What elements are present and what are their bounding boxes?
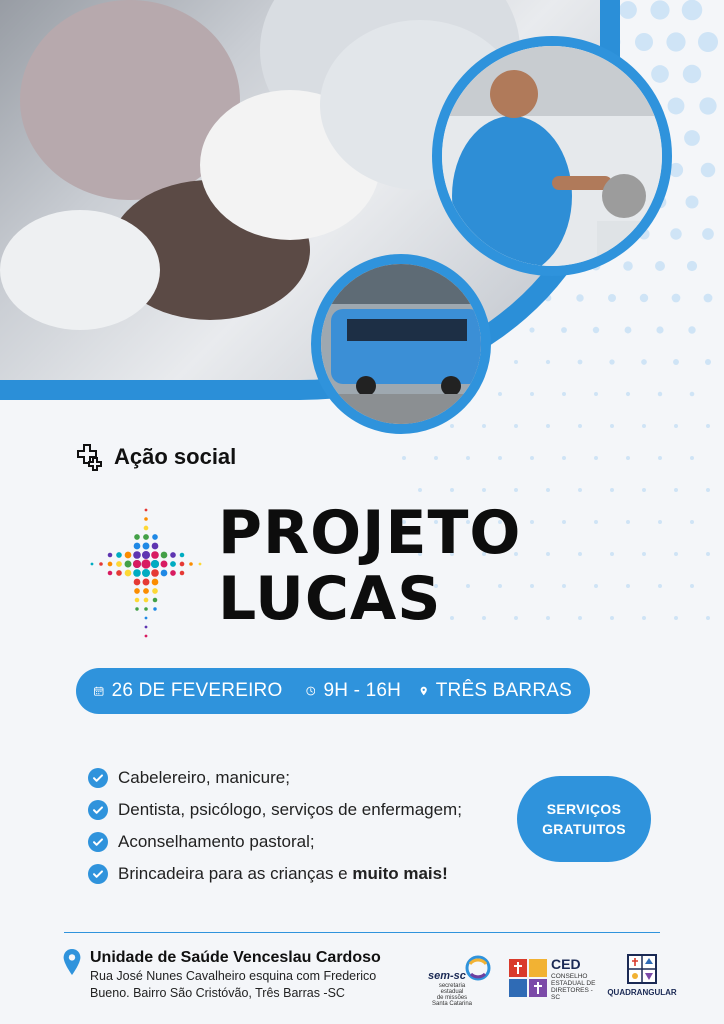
decor-dot: [672, 294, 681, 303]
cross-dot: [153, 607, 156, 610]
cross-dot: [133, 560, 141, 568]
decor-dot: [609, 359, 614, 364]
badge-line-2: GRATUITOS: [542, 821, 626, 837]
decor-dot: [578, 488, 582, 492]
decor-dot: [482, 424, 486, 428]
decor-dot: [635, 33, 653, 51]
cross-dot: [143, 543, 150, 550]
decor-dot: [656, 326, 663, 333]
service-item: [88, 794, 508, 826]
cross-dot: [151, 551, 159, 559]
service-item: [88, 826, 508, 858]
check-icon: [88, 800, 108, 820]
decor-dot: [666, 32, 685, 51]
cross-dot: [151, 569, 159, 577]
decor-dot: [690, 456, 694, 460]
cross-dot: [170, 561, 176, 567]
decor-dot: [668, 98, 685, 115]
sem-logo-subtitle: secretaria estadual de missões Santa Catarina: [431, 983, 473, 1007]
decor-dot: [687, 261, 697, 271]
decor-dot: [610, 488, 614, 492]
decor-dot: [561, 327, 567, 333]
cross-dot: [134, 588, 140, 594]
decor-dot: [641, 359, 647, 365]
decor-dot: [690, 392, 695, 397]
decor-dot: [658, 520, 662, 524]
cross-dot: [116, 570, 122, 576]
decor-dot: [610, 424, 614, 428]
location-pin-icon: [62, 948, 82, 976]
project-title: [218, 500, 521, 632]
cross-dot: [145, 635, 148, 638]
cross-dot: [116, 561, 122, 567]
cross-dot: [135, 598, 140, 603]
social-action-label: Ação social: [114, 444, 237, 469]
decor-dot: [650, 0, 669, 19]
cross-dot: [144, 517, 148, 521]
medical-plus-icon: [76, 443, 104, 471]
quadrangular-logo-text: QUADRANGULAR: [607, 988, 677, 997]
cross-dot: [161, 561, 168, 568]
cross-dot: [144, 598, 149, 603]
decor-dot: [546, 424, 550, 428]
cross-dot: [99, 562, 103, 566]
cross-dot: [152, 534, 158, 540]
cross-dot: [108, 562, 113, 567]
venue-address: [90, 968, 400, 1002]
cross-dot: [152, 543, 159, 550]
service-item: [88, 858, 508, 890]
decor-dot: [704, 294, 713, 303]
cross-dot: [116, 552, 122, 558]
decor-dot: [594, 392, 598, 396]
decor-dot: [701, 163, 715, 177]
cross-dot: [133, 551, 141, 559]
cross-dot: [134, 543, 141, 550]
dotted-cross-logo: [84, 500, 208, 648]
decor-dot: [699, 97, 716, 114]
decor-dot: [655, 261, 665, 271]
cross-dot: [145, 617, 148, 620]
cross-dot: [125, 552, 132, 559]
decor-dot: [529, 327, 534, 332]
decor-dot: [670, 228, 681, 239]
address-line-2: Bueno. Bairro São Cristóvão, Três Barras -SC: [90, 986, 345, 1000]
decor-dot: [658, 584, 662, 588]
decor-dot: [702, 228, 714, 240]
calendar-icon: [94, 682, 104, 700]
cross-dot: [143, 534, 149, 540]
services-list: [88, 762, 508, 890]
decor-dot: [682, 0, 703, 20]
decor-dot: [623, 261, 633, 271]
decor-dot: [608, 294, 616, 302]
decor-dot: [642, 424, 646, 428]
decor-dot: [578, 424, 582, 428]
cross-dot: [180, 571, 185, 576]
decor-dot: [514, 424, 518, 428]
cross-dot: [125, 561, 132, 568]
decor-dot: [402, 456, 406, 460]
service-item: [88, 762, 508, 794]
cross-dot: [153, 598, 158, 603]
decor-dot: [546, 488, 550, 492]
cross-dot: [189, 562, 193, 566]
event-info-bar: [76, 668, 590, 714]
title-line-2: LUCAS: [218, 564, 442, 634]
sem-sc-logo: [426, 954, 492, 1007]
badge-line-1: SERVIÇOS: [546, 801, 622, 817]
decor-dot: [546, 360, 550, 364]
ced-logo-text: CED: [551, 956, 581, 972]
decor-dot: [450, 424, 454, 428]
check-icon: [88, 832, 108, 852]
cross-dot: [142, 569, 150, 577]
decor-dot: [706, 424, 710, 428]
decor-dot: [498, 456, 502, 460]
decor-dot: [698, 32, 718, 52]
cross-dot: [180, 553, 185, 558]
decor-dot: [706, 616, 710, 620]
venue-name: Unidade de Saúde Venceslau Cardoso: [90, 949, 381, 966]
decor-dot: [562, 456, 566, 460]
cross-dot: [161, 570, 168, 577]
health-bus-photo: [311, 254, 491, 434]
barber-photo: [432, 36, 672, 276]
decor-dot: [514, 488, 518, 492]
decor-dot: [690, 520, 694, 524]
cross-dot: [144, 526, 149, 531]
free-services-badge: [517, 776, 651, 862]
decor-dot: [626, 456, 630, 460]
cross-dot: [170, 552, 176, 558]
decor-dot: [450, 488, 454, 492]
decor-dot: [482, 488, 486, 492]
decor-dot: [674, 552, 678, 556]
decor-dot: [434, 456, 438, 460]
decor-dot: [619, 1, 637, 19]
decor-dot: [688, 326, 695, 333]
cross-dot: [145, 626, 148, 629]
title-block: [84, 500, 644, 660]
location-pin-icon: [420, 682, 427, 700]
decor-dot: [625, 327, 632, 334]
decor-dot: [576, 294, 583, 301]
cross-dot: [108, 553, 113, 558]
cross-dot: [199, 563, 202, 566]
decor-dot: [706, 552, 710, 556]
decor-dot: [640, 294, 648, 302]
cross-dot: [145, 509, 148, 512]
footer-divider: [64, 932, 660, 933]
ced-logo-subtitle: CONSELHO ESTADUAL DE DIRETORES - SC: [551, 973, 596, 1001]
decor-dot: [706, 488, 710, 492]
address-line-1: Rua José Nunes Cavalheiro esquina com Frederico: [90, 969, 377, 983]
service-highlight: muito mais!: [352, 864, 448, 883]
quadrangular-logo: [606, 954, 678, 1002]
decor-dot: [674, 424, 678, 428]
decor-dot: [673, 359, 679, 365]
ced-logo: [508, 956, 600, 1000]
decor-dot: [658, 392, 662, 396]
cross-dot: [143, 588, 149, 594]
decor-dot: [562, 392, 566, 396]
cross-dot: [170, 570, 176, 576]
decor-dot: [594, 456, 598, 460]
cross-dot: [108, 571, 113, 576]
decor-dot: [642, 488, 646, 492]
decor-dot: [674, 616, 678, 620]
decor-dot: [684, 130, 700, 146]
cross-dot: [134, 534, 140, 540]
service-text: Dentista, psicólogo, serviços de enfermagem;: [118, 800, 462, 819]
decor-dot: [690, 584, 694, 588]
decor-dot: [593, 327, 599, 333]
cross-dot: [180, 562, 185, 567]
cross-dot: [152, 579, 159, 586]
decor-dot: [674, 488, 678, 492]
cross-dot: [143, 579, 150, 586]
decor-dot: [498, 392, 502, 396]
clock-icon: [306, 682, 316, 700]
cross-dot: [142, 551, 150, 559]
check-icon: [88, 768, 108, 788]
event-date: 26 DE FEVEREIRO: [111, 680, 283, 701]
cross-dot: [135, 607, 138, 610]
check-icon: [88, 864, 108, 884]
service-text: Cabelereiro, manicure;: [118, 768, 290, 787]
cross-dot: [141, 559, 150, 568]
decor-dot: [466, 456, 470, 460]
cross-dot: [125, 570, 132, 577]
event-time: 9H - 16H: [323, 680, 402, 701]
cross-dot: [161, 552, 168, 559]
cross-dot: [91, 563, 94, 566]
social-action-tag: [76, 443, 236, 471]
cross-dot: [134, 579, 141, 586]
decor-dot: [530, 456, 534, 460]
decor-dot: [685, 195, 698, 208]
event-place: TRÊS BARRAS: [435, 680, 573, 701]
cross-dot: [151, 560, 159, 568]
cross-dot: [152, 588, 158, 594]
decor-dot: [514, 360, 518, 364]
title-line-1: PROJETO: [218, 498, 522, 568]
decor-dot: [626, 392, 630, 396]
sem-logo-text: sem-sc: [428, 970, 466, 982]
cross-dot: [133, 569, 141, 577]
decor-dot: [418, 488, 422, 492]
decor-dot: [683, 65, 701, 83]
decor-dot: [578, 360, 583, 365]
cross-dot: [144, 607, 148, 611]
service-text: Brincadeira para as crianças e muito mais!: [118, 864, 448, 883]
decor-dot: [530, 392, 534, 396]
service-text: Aconselhamento pastoral;: [118, 832, 315, 851]
decor-dot: [651, 65, 669, 83]
decor-dot: [705, 359, 711, 365]
decor-dot: [658, 456, 662, 460]
